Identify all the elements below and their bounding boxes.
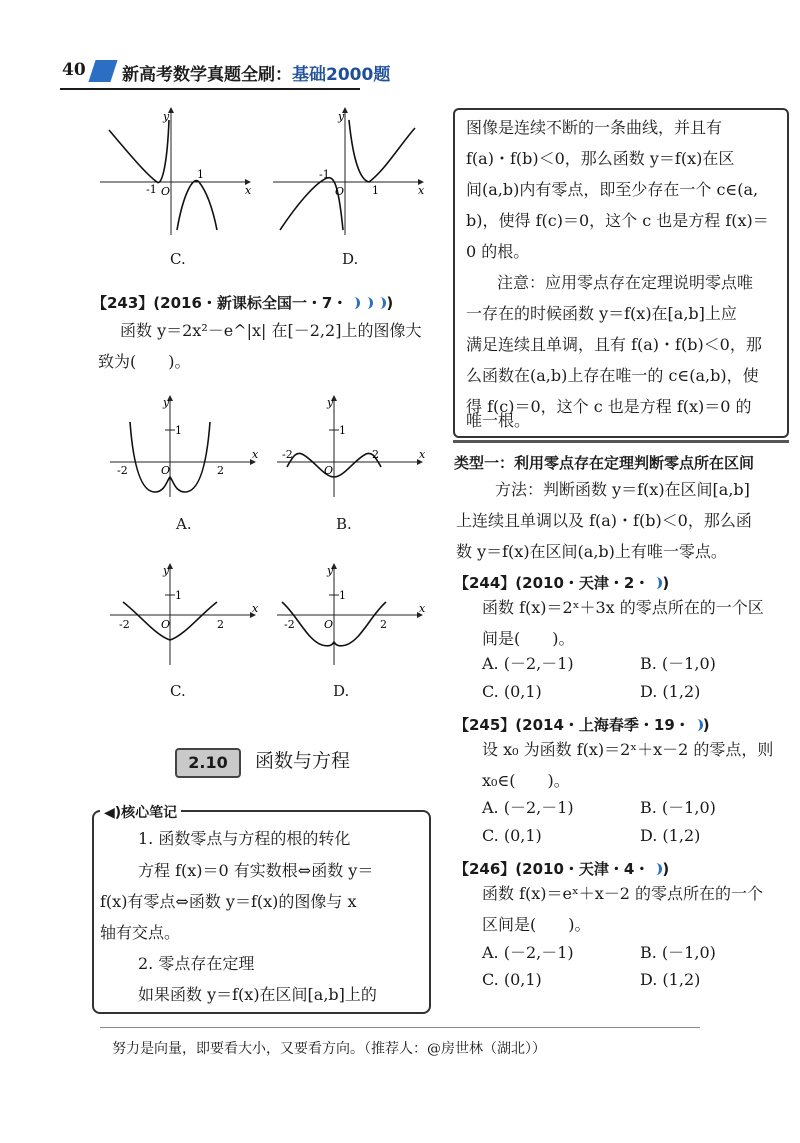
difficulty-moon-icon: [650, 863, 662, 875]
note-line: 1. 函数零点与方程的根的转化: [138, 829, 351, 848]
box-line: 0 的根。: [466, 242, 530, 261]
type1-heading: 类型一：利用零点存在定理判断零点所在区间: [454, 454, 755, 472]
q245-option-d: D. (1,2): [640, 826, 701, 845]
axis-label-y: y: [163, 564, 170, 577]
q242-option-c: C.: [170, 250, 186, 268]
note-line: 2. 零点存在定理: [138, 954, 255, 973]
tick-neg2: -2: [117, 464, 128, 477]
box-line: b)，使得 f(c)＝0，这个 c 也是方程 f(x)＝: [466, 211, 769, 230]
q245-stem-line2: x₀∈( )。: [482, 771, 570, 790]
difficulty-moon-icon: [650, 577, 662, 589]
q243-graph-a: [105, 392, 265, 502]
axis-label-x: x: [419, 448, 426, 461]
difficulty-moon-icon: [374, 297, 386, 309]
q244-option-a: A. (－2,－1): [482, 654, 574, 673]
q245-option-a: A. (－2,－1): [482, 798, 574, 817]
box-line-last: 唯一根。: [466, 411, 531, 430]
q242-option-d: D.: [342, 250, 359, 268]
difficulty-moon-icon: [361, 297, 373, 309]
axis-label-x: x: [419, 602, 426, 615]
q243-option-b: B.: [336, 515, 352, 533]
box-line: 一存在的时候函数 y＝f(x)在[a,b]上应: [466, 304, 737, 323]
tick-1: 1: [372, 184, 379, 197]
axis-label-y: y: [327, 396, 334, 409]
speaker-icon: ◀): [104, 805, 122, 821]
q244-heading: 【244】(2010・天津・2・ ): [454, 574, 670, 592]
q243-graph-b: [272, 392, 432, 502]
axis-label-y: y: [163, 110, 170, 123]
tick-1: 1: [339, 589, 346, 602]
q242-graph-d: [273, 108, 425, 235]
q244-option-b: B. (－1,0): [640, 654, 716, 673]
origin-label: O: [161, 464, 171, 477]
box-line: 注意：应用零点存在定理说明零点唯: [497, 273, 754, 292]
core-notes-title: ◀)核心笔记: [100, 802, 181, 822]
q244-option-c: C. (0,1): [482, 682, 542, 701]
q246-heading: 【246】(2010・天津・4・ ): [454, 860, 670, 878]
box-line: 图像是连续不断的一条曲线，并且有: [466, 118, 723, 137]
header-accent-bar: [88, 60, 117, 82]
box-line: 得 f(c)＝0，这个 c 也是方程 f(x)＝0 的: [466, 397, 752, 416]
note-line: f(x)有零点⇔函数 y＝f(x)的图像与 x: [100, 892, 357, 911]
header-rule: [60, 88, 360, 90]
difficulty-moon-icon: [348, 297, 360, 309]
type1-line: 数 y＝f(x)在区间(a,b)上有唯一零点。: [456, 542, 727, 561]
origin-label: O: [161, 185, 171, 198]
note-line: 如果函数 y＝f(x)在区间[a,b]上的: [138, 985, 377, 1004]
footer-rule: [100, 1027, 700, 1028]
note-line: 方程 f(x)＝0 有实数根⇔函数 y＝: [138, 861, 374, 880]
axis-label-y: y: [338, 110, 345, 123]
tick-neg1: -1: [146, 183, 157, 196]
axis-label-x: x: [252, 602, 259, 615]
box-line: 间(a,b)内有零点，即至少存在一个 c∈(a,: [466, 180, 759, 199]
q243-option-c: C.: [170, 682, 186, 700]
q243-heading: 【243】(2016・新课标全国一・7・ ): [92, 294, 394, 312]
difficulty-moon-icon: [691, 719, 703, 731]
q243-stem-line2: 致为( )。: [98, 352, 191, 371]
footer-quote: 努力是向量，即要看大小，又要看方向。（推荐人：@房世林（湖北））: [112, 1041, 546, 1057]
q246-option-b: B. (－1,0): [640, 943, 716, 962]
origin-label: O: [335, 185, 345, 198]
box-line: f(a)・f(b)＜0，那么函数 y＝f(x)在区: [466, 149, 735, 168]
axis-label-x: x: [252, 448, 259, 461]
axis-label-x: x: [245, 184, 252, 197]
book-title: 新高考数学真题全刷：基础2000题: [122, 65, 391, 85]
q246-option-c: C. (0,1): [482, 970, 542, 989]
q246-stem-line2: 区间是( )。: [482, 915, 591, 934]
book-subtitle: 基础2000题: [292, 65, 391, 85]
q245-stem-line1: 设 x₀ 为函数 f(x)＝2ˣ＋x－2 的零点，则: [482, 740, 774, 759]
tick-1: 1: [339, 424, 346, 437]
tick-2: 2: [380, 618, 387, 631]
axis-label-x: x: [418, 184, 425, 197]
q245-option-b: B. (－1,0): [640, 798, 716, 817]
origin-label: O: [161, 618, 171, 631]
box-line: 么函数在(a,b)上存在唯一的 c∈(a,b)，使: [466, 366, 759, 385]
q243-graph-d: [272, 560, 432, 670]
note-line: 轴有交点。: [100, 923, 181, 942]
q243-option-d: D.: [333, 682, 350, 700]
tick-2: 2: [372, 448, 379, 461]
q245-option-c: C. (0,1): [482, 826, 542, 845]
box-bottom-rule: [453, 440, 789, 443]
tick-neg2: -2: [119, 618, 130, 631]
tick-1: 1: [197, 168, 204, 181]
q244-option-d: D. (1,2): [640, 682, 701, 701]
axis-label-y: y: [327, 564, 334, 577]
q246-option-a: A. (－2,－1): [482, 943, 574, 962]
tick-2: 2: [217, 464, 224, 477]
q246-option-d: D. (1,2): [640, 970, 701, 989]
tick-2: 2: [217, 618, 224, 631]
tick-neg2: -2: [282, 448, 293, 461]
q246-stem-line1: 函数 f(x)＝eˣ＋x－2 的零点所在的一个: [482, 884, 764, 903]
q245-heading: 【245】(2014・上海春季・19・ ): [454, 716, 710, 734]
page-number: 40: [62, 60, 86, 80]
axis-label-y: y: [163, 396, 170, 409]
origin-label: O: [324, 618, 334, 631]
origin-label: O: [324, 464, 334, 477]
tick-1: 1: [175, 424, 182, 437]
q244-stem-line1: 函数 f(x)＝2ˣ＋3x 的零点所在的一个区: [482, 598, 764, 617]
type1-line: 上连续且单调以及 f(a)・f(b)＜0，那么函: [456, 511, 752, 530]
tick-1: 1: [175, 589, 182, 602]
q242-graph-c: [100, 108, 252, 235]
q243-option-a: A.: [176, 515, 192, 533]
q242-graphs: [95, 100, 435, 240]
type1-line: 方法：判断函数 y＝f(x)在区间[a,b]: [495, 480, 750, 499]
q244-stem-line2: 间是( )。: [482, 629, 575, 648]
tick-neg1: -1: [319, 168, 330, 181]
section-number-badge: 2.10: [175, 748, 241, 778]
tick-neg2: -2: [284, 618, 295, 631]
section-title: 函数与方程: [255, 750, 351, 772]
box-line: 满足连续且单调，且有 f(a)・f(b)＜0，那: [466, 335, 762, 354]
q243-graph-c: [105, 560, 265, 670]
q243-stem-line1: 函数 y＝2x²－e^|x| 在[－2,2]上的图像大: [120, 321, 422, 340]
